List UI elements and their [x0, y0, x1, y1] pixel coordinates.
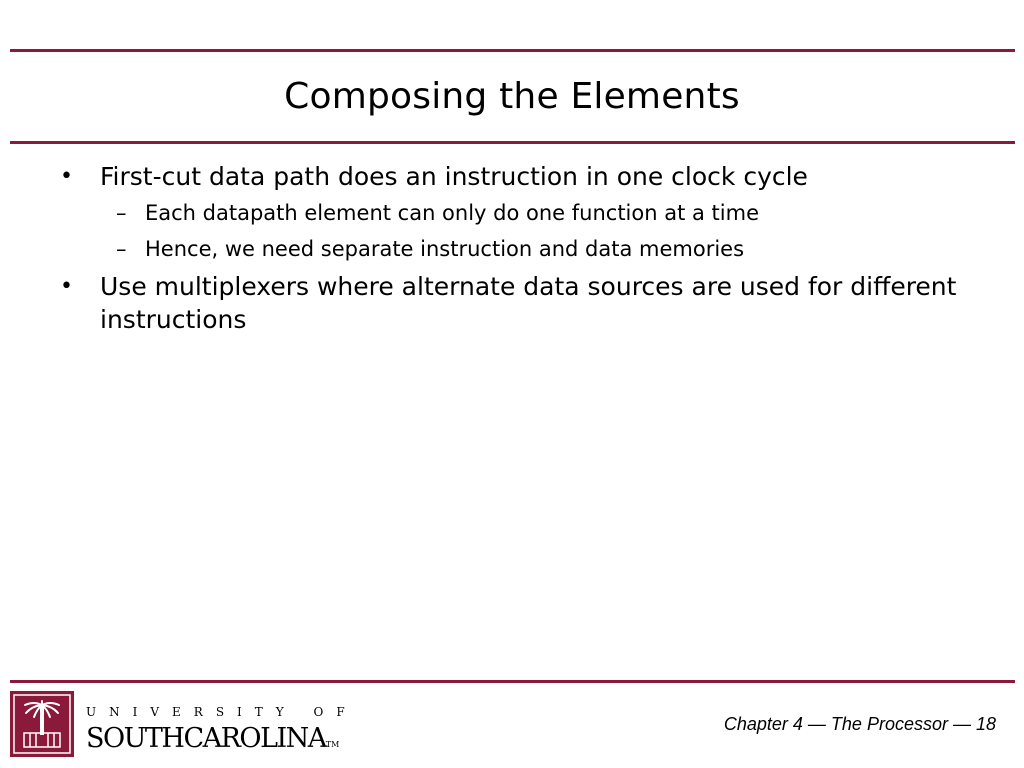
footer-caption: Chapter 4 — The Processor — 18 [723, 714, 996, 734]
sub-bullet-item [116, 198, 980, 229]
slide-title: Composing the Elements [284, 76, 740, 117]
logo-trademark: TM [325, 740, 340, 749]
logo-wordmark: SOUTHCAROLINA [86, 723, 326, 754]
sub-bullet-text: Hence, we need separate instruction and data memories [145, 237, 745, 261]
sub-bullet-glyph: – [116, 201, 127, 225]
logo-text-university: UNIVERSITY OF [86, 705, 358, 719]
bullet-text: First-cut data path does an instruction in one clock cycle [100, 162, 808, 191]
bullet-text: Use multiplexers where alternate data sources are used for different instructions [100, 272, 957, 334]
bullet-item [60, 270, 980, 336]
title-rule [10, 141, 1015, 144]
logo-text-south-carolina [86, 723, 339, 754]
university-logo [10, 691, 358, 759]
bullet-glyph: • [60, 164, 73, 189]
palmetto-tree-seal-icon [10, 691, 74, 757]
bullet-item [60, 160, 980, 193]
sub-bullet-item [116, 234, 980, 265]
sub-bullet-glyph: – [116, 237, 127, 261]
slide-body [60, 160, 980, 341]
footer-rule [10, 680, 1015, 683]
bullet-glyph: • [60, 274, 73, 299]
top-rule [10, 49, 1015, 52]
sub-bullet-text: Each datapath element can only do one function at a time [145, 201, 759, 225]
